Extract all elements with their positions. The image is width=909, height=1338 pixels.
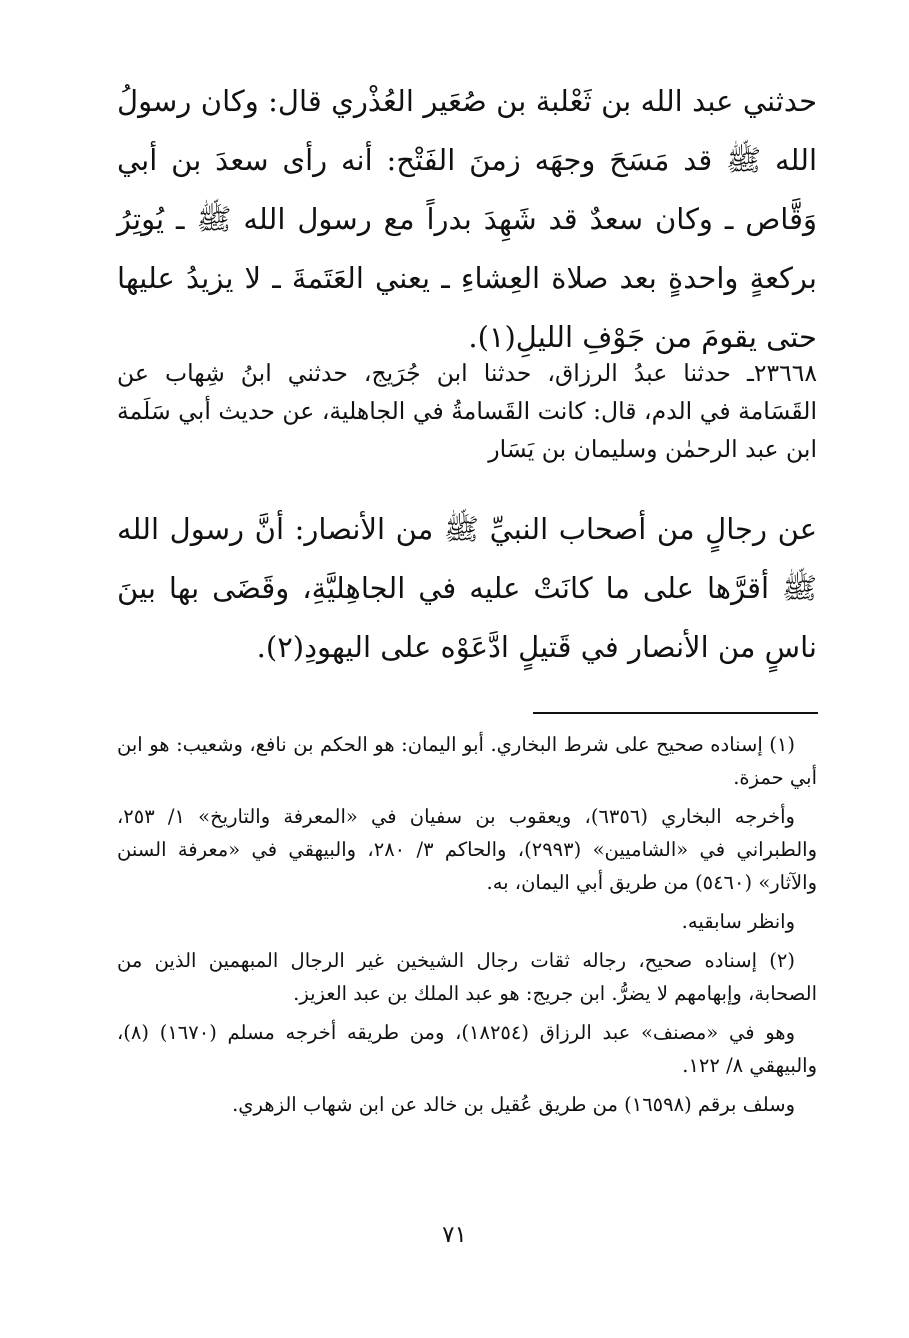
- footnote-1: (١) إسناده صحيح على شرط البخاري. أبو اليمان: هو الحكم بن نافع، وشعيب: هو ابن أبي حمزة.: [117, 733, 817, 789]
- footnote-1-see-also: وانظر سابقيه.: [681, 910, 795, 933]
- footnote-separator: [533, 712, 818, 714]
- footnote-2-sources: وهو في «مصنف» عبد الرزاق (١٨٢٥٤)، ومن طريقه أخرجه مسلم (١٦٧٠) (٨)، والبيهقي ٨/ ١٢٢.: [117, 1021, 817, 1077]
- page-number: ٧١: [442, 1222, 467, 1248]
- footnote-2-cross-reference: وسلف برقم (١٦٥٩٨) من طريق عُقيل بن خالد عن ابن شهاب الزهري.: [232, 1093, 795, 1116]
- footnotes-section: [117, 728, 817, 1127]
- main-paragraph-hadith-23668-matn: عن رجالٍ من أصحاب النبيِّ ﷺ من الأنصار: أنَّ رسول الله ﷺ أقرَّها على ما كانَتْ عليه في الجاهِليَّةِ، وقَضَى بها بينَ ناسٍ من الأنصار في قَتيلٍ ادَّعَوْه على اليهودِ(٢).: [117, 512, 817, 664]
- main-paragraph-hadith-23668-isnad: ٢٣٦٦٨ـ حدثنا عبدُ الرزاق، حدثنا ابن جُرَيج، حدثني ابنُ شِهاب عن القَسَامة في الدم، قال: كانت القَسامةُ في الجاهلية، عن حديث أبي سَلَمة ابن عبد الرحمٰن وسليمان بن يَسَار: [117, 359, 817, 463]
- footnote-2: (٢) إسناده صحيح، رجاله ثقات رجال الشيخين غير الرجال المبهمين الذين من الصحابة، وإبهامهم لا يضرُّ. ابن جريج: هو عبد الملك بن عبد العزيز.: [117, 949, 817, 1005]
- main-paragraph-hadith-continuation: حدثني عبد الله بن ثَعْلبة بن صُعَير العُذْري قال: وكان رسولُ الله ﷺ قد مَسَحَ وجهَه زمنَ الفَتْح: أنه رأى سعدَ بن أبي وَقَّاص ـ وكان سعدٌ قد شَهِدَ بدراً مع رسول الله ﷺ ـ يُوتِرُ بركعةٍ واحدةٍ بعد صلاة العِشاءِ ـ يعني العَتَمةَ ـ لا يزيدُ عليها حتى يقومَ من جَوْفِ الليلِ(١).: [117, 84, 817, 354]
- footnote-1-sources: وأخرجه البخاري (٦٣٥٦)، ويعقوب بن سفيان في «المعرفة والتاريخ» ١/ ٢٥٣، والطبراني في «الشاميين» (٢٩٩٣)، والحاكم ٣/ ٢٨٠، والبيهقي في «معرفة السنن والآثار» (٥٤٦٠) من طريق أبي اليمان، به.: [117, 805, 817, 894]
